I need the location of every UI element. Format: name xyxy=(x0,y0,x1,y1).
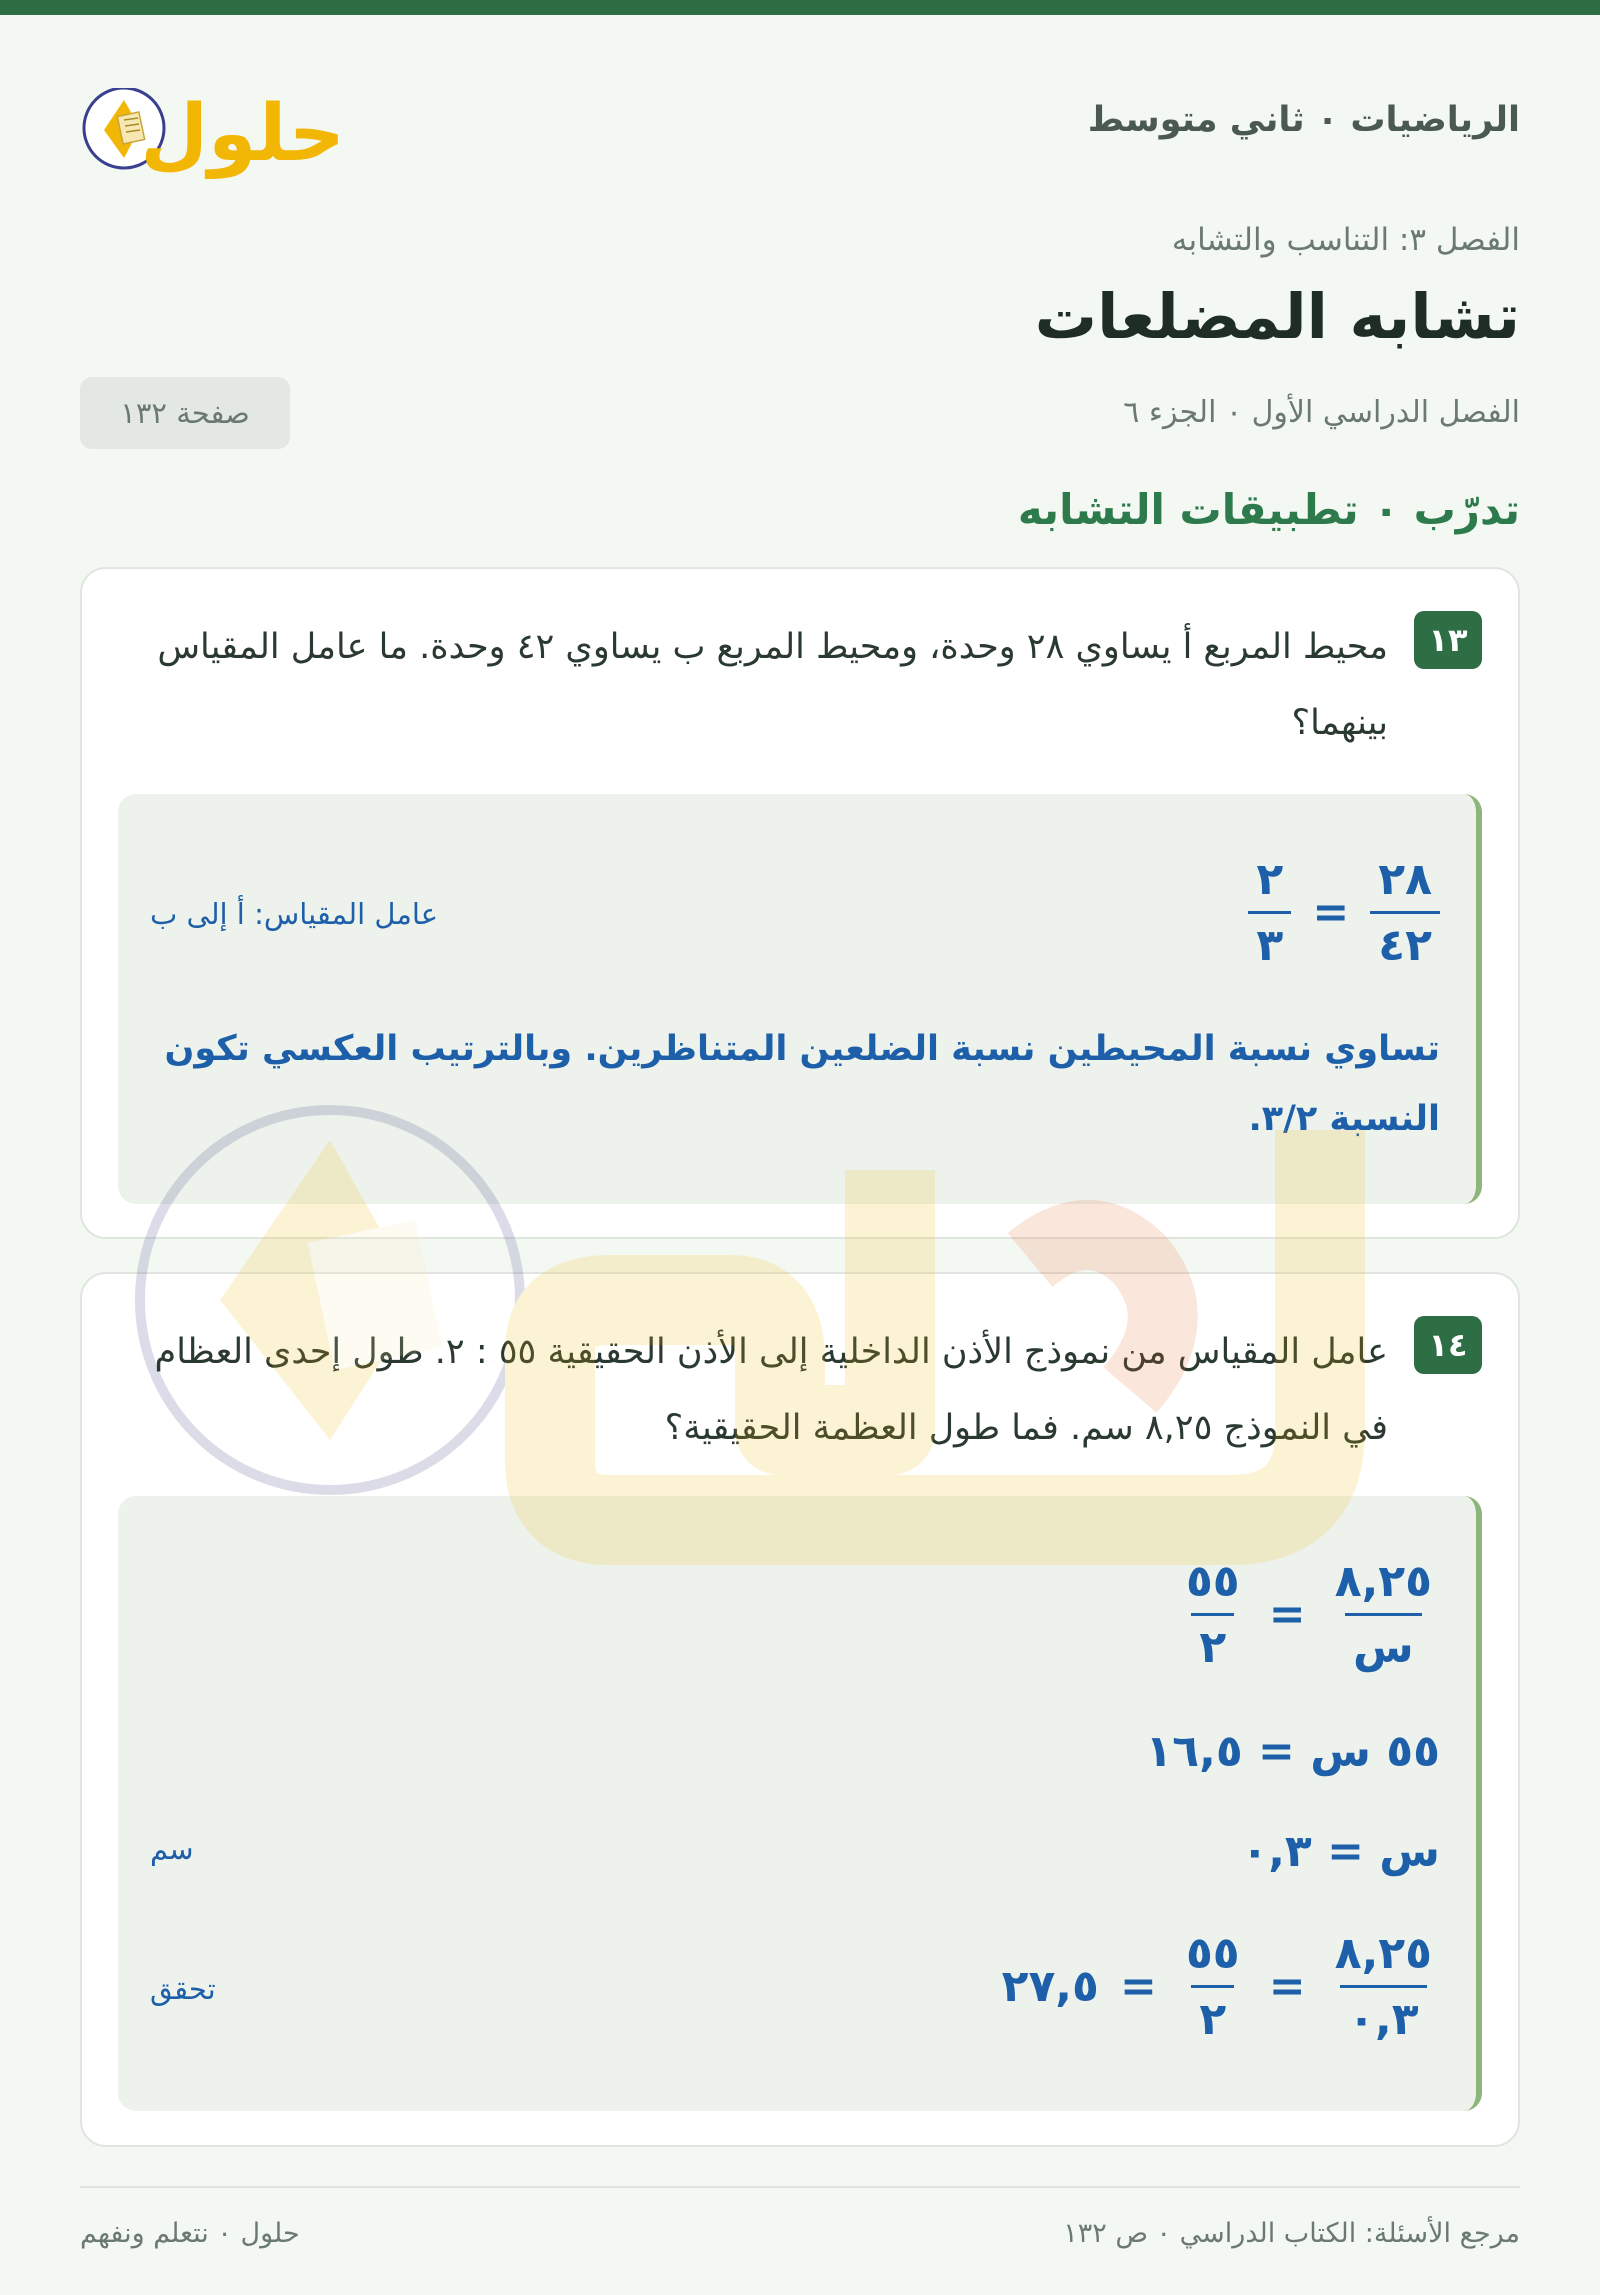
footer-divider xyxy=(80,2186,1520,2188)
proportion-equation: $\frac{٨,٢٥}{\text{س}}$ = $\frac{٥٥}{٢}$ xyxy=(1178,1556,1440,1673)
fraction-model: $\frac{٨,٢٥}{\text{س}}$ xyxy=(1334,1556,1432,1673)
check-note: تحقق xyxy=(150,1972,216,2006)
fraction-perimeters: $\frac{٢٨}{٤٢}$ xyxy=(1370,854,1440,971)
question-card-13 xyxy=(80,567,1520,1239)
check-equation: $\frac{٨,٢٥}{٠,٣}$ = $\frac{٥٥}{٢}$ = ٢٧,٥ xyxy=(1001,1928,1432,2045)
hulool-logo[interactable] xyxy=(80,88,360,208)
logo-icon xyxy=(80,88,360,208)
subject-label: الرياضيات ٠ ثاني متوسط xyxy=(1087,100,1520,140)
chapter-label: الفصل ٣: التناسب والتشابه xyxy=(1171,222,1520,258)
question-text: عامل المقياس من نموذج الأذن الداخلية إلى الأذن الحقيقية ٥٥ : ٢. طول إحدى العظام في النموذج ٨,٢٥ سم. فما طول العظمة الحقيقية؟ xyxy=(154,1332,1388,1448)
question-text: محيط المربع أ يساوي ٢٨ وحدة، ومحيط المربع ب يساوي ٤٢ وحدة. ما عامل المقياس بينهما؟ xyxy=(157,627,1388,743)
question-number: ١٣ xyxy=(1414,611,1482,669)
answer-explanation: تساوي نسبة المحيطين نسبة الضلعين المتناظرين. وبالترتيب العكسي تكون النسبة ٣/٢. xyxy=(164,1029,1440,1139)
scale-factor-note: عامل المقياس: أ إلى ب xyxy=(150,897,439,931)
unit-note: سم xyxy=(150,1832,194,1866)
footer-reference: مرجع الأسئلة: الكتاب الدراسي ٠ ص ١٣٢ xyxy=(1063,2218,1520,2249)
cross-multiply-line: ٥٥ س = ١٦,٥ xyxy=(1145,1726,1440,1777)
equals-sign: = xyxy=(1312,887,1350,938)
page-header xyxy=(80,88,1520,208)
footer-brand: حلول ٠ نتعلم ونفهم xyxy=(80,2218,300,2249)
solution-line: س = ٠,٣ xyxy=(1241,1826,1440,1877)
term-label: الفصل الدراسي الأول ٠ الجزء ٦ xyxy=(1123,395,1520,430)
question-card-14 xyxy=(80,1272,1520,2147)
check-result: ٢٧,٥ xyxy=(1001,1961,1099,2012)
svg-text:حلول: حلول xyxy=(140,89,345,179)
ratio-equation xyxy=(1248,854,1440,971)
answer-box xyxy=(118,1496,1482,2111)
top-accent-bar xyxy=(0,0,1600,15)
question-number: ١٤ xyxy=(1414,1316,1482,1374)
fraction-scale: $\frac{٥٥}{٢}$ xyxy=(1185,1556,1240,1673)
answer-box xyxy=(118,794,1482,1204)
fraction-simplified: $\frac{٢}{٣}$ xyxy=(1248,854,1291,971)
lesson-title: تشابه المضلعات xyxy=(1034,280,1520,353)
section-title: تدرّب ٠ تطبيقات التشابه xyxy=(1017,485,1520,534)
page-number-chip: صفحة ١٣٢ xyxy=(80,377,290,449)
